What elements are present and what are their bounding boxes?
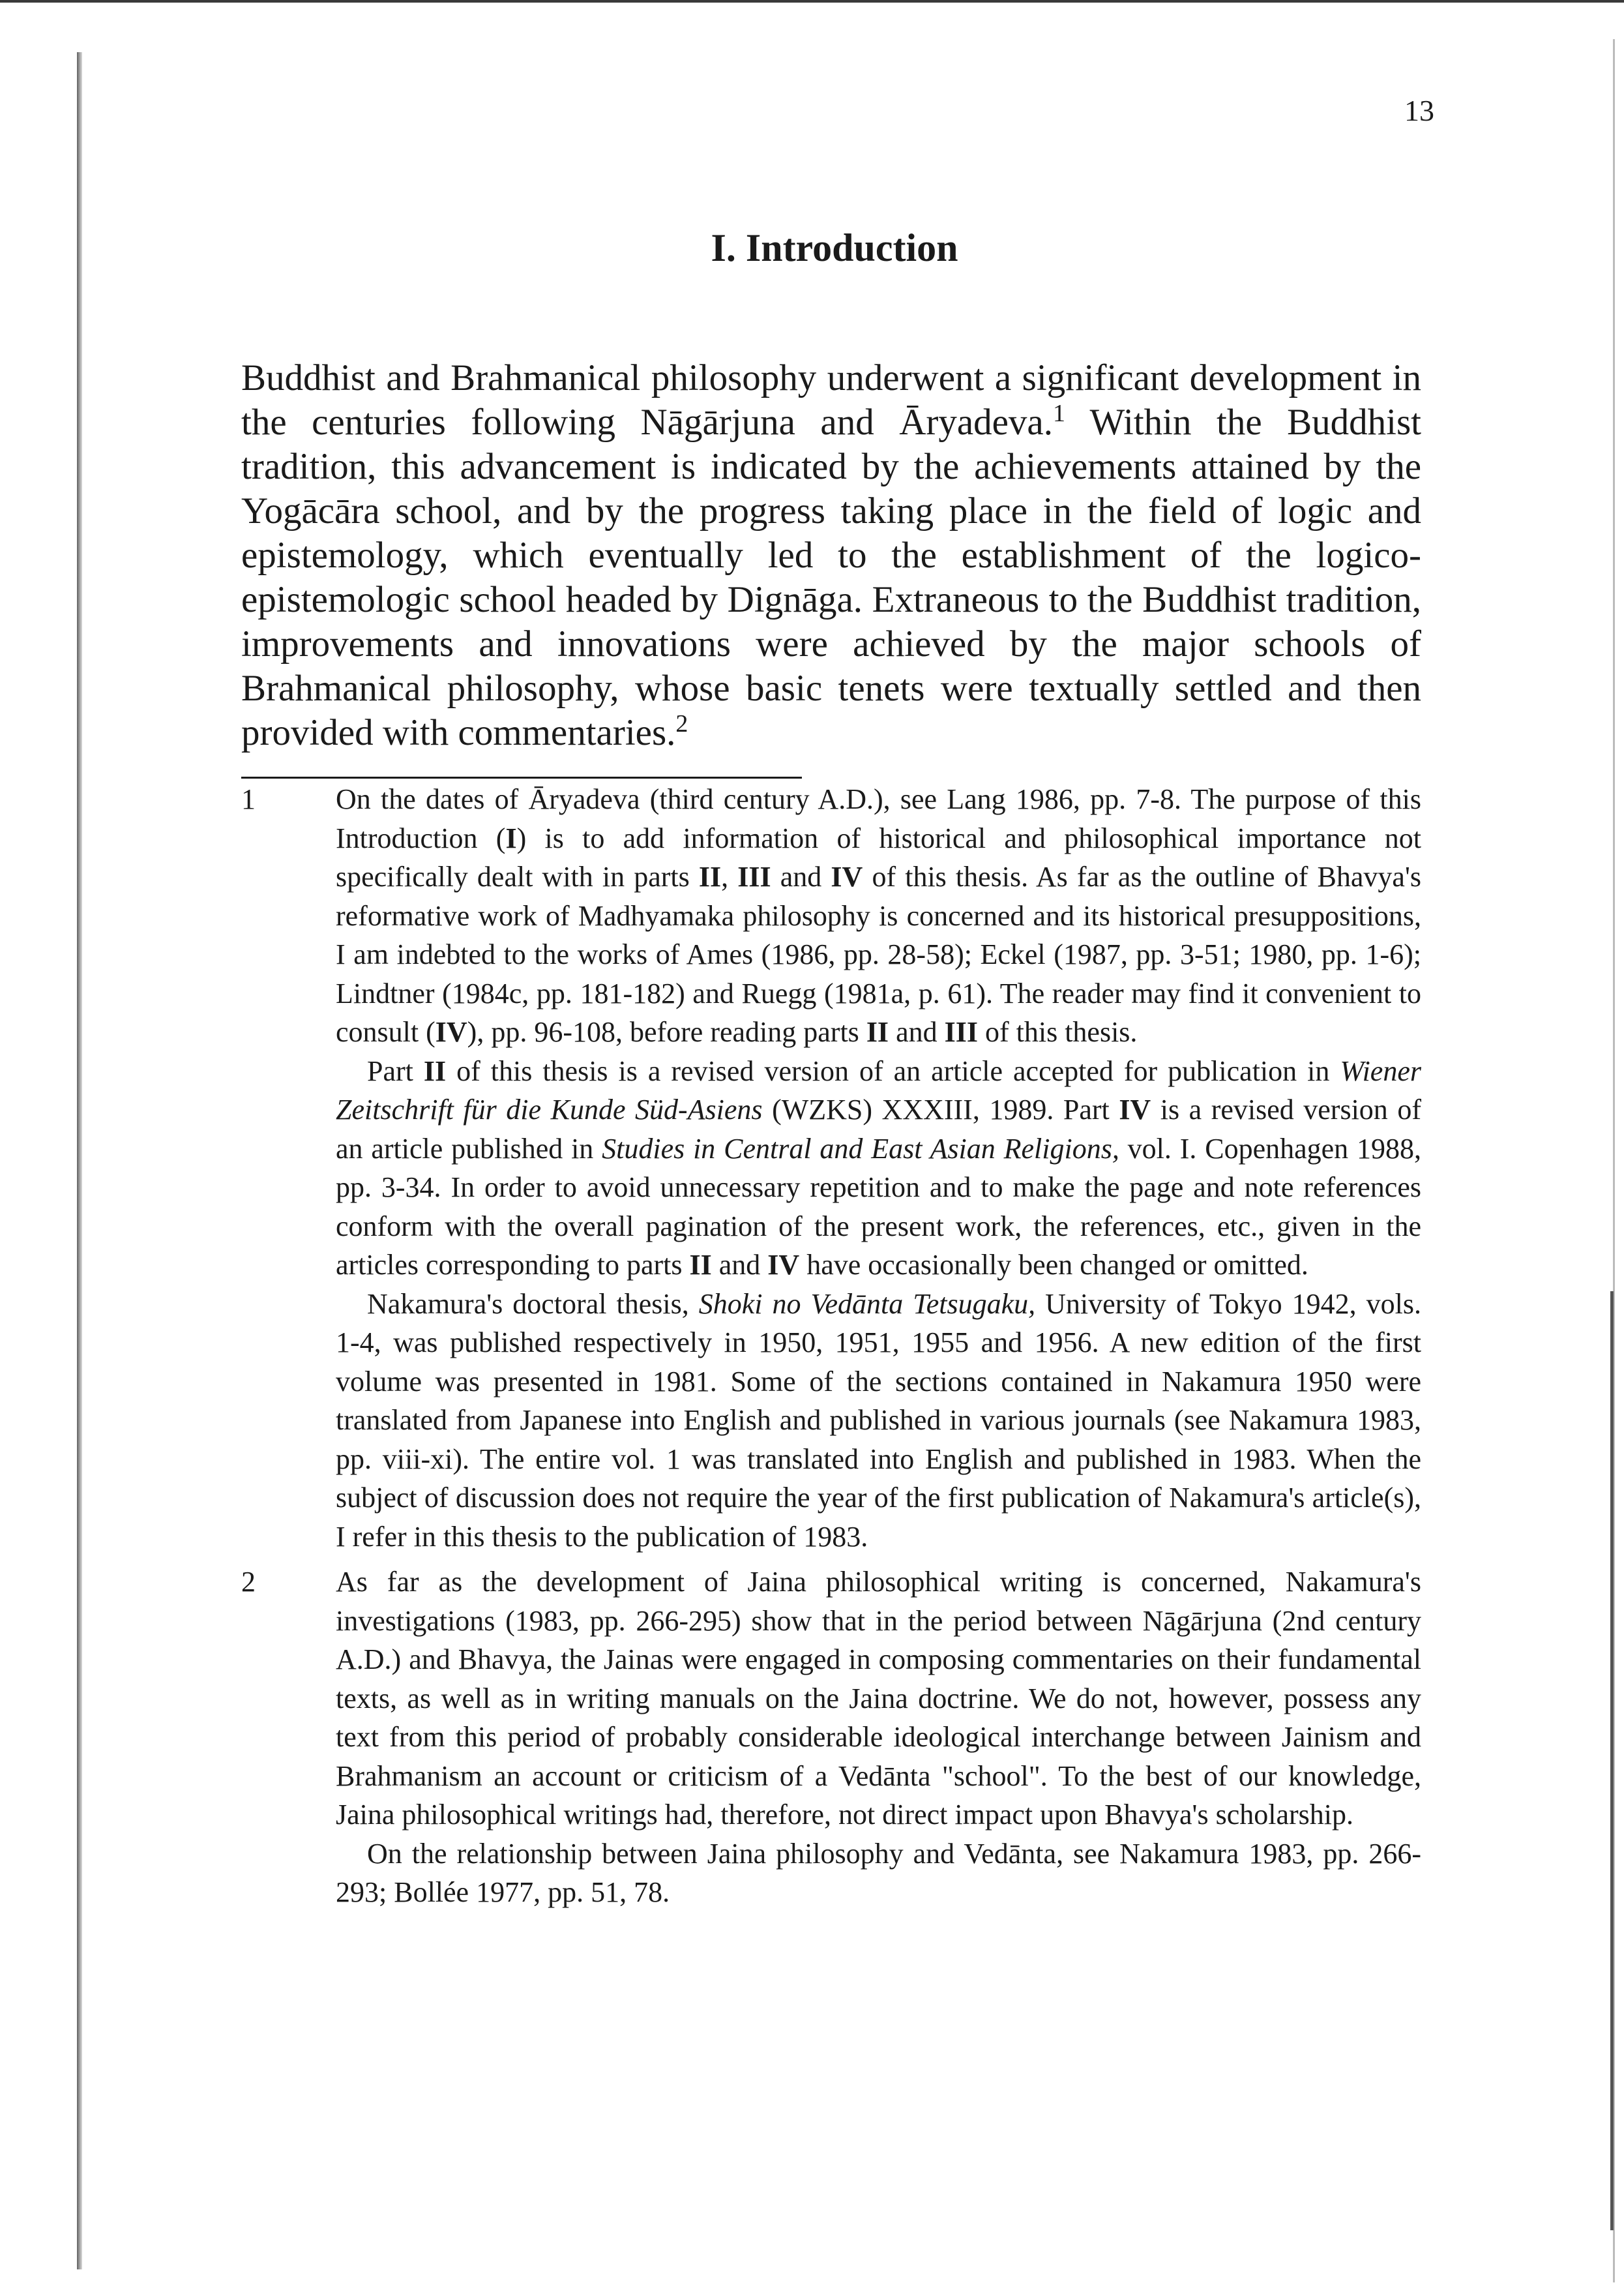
fn-bold: I: [505, 822, 517, 854]
scan-edge-left: [77, 52, 82, 2269]
fn-text: vol. I. Copenhagen 1988, pp. 3-34. In order to avoid unnecessary repetition and to make the page and note references conform with the overall pagination of the present work, the references, etc., given in the articles corresponding to parts: [336, 1132, 1422, 1281]
footnote-number: 2: [241, 1566, 256, 1598]
fn-bold: II: [866, 1016, 889, 1048]
fn-text: (WZKS) XXXIII, 1989. Part: [762, 1094, 1119, 1126]
footnote-paragraph: On the relationship between Jaina philosophy and Vedānta, see Nakamura 1983, pp. 266-293; Bollée 1977, pp. 51, 78.: [336, 1837, 1421, 1908]
body-text-part: Within the Buddhist tradition, this advancement is indicated by the achievements attained by the Yogācāra school, and by the progress taking place in the field of logic and epistemology, which eventually led to the establishment of the logico-epistemologic school headed by Dignāga. Extraneous to the Buddhist tradition, improvements and innovations were achieved by the major schools of Brahmanical philosophy, whose basic tenets were textually settled and then provided with commentaries.: [241, 402, 1421, 753]
fn-text: Nakamura's doctoral thesis,: [367, 1287, 699, 1320]
footnote-paragraph: [336, 1285, 1421, 1557]
footnotes: [241, 780, 1421, 1912]
footnote-divider: [241, 777, 802, 779]
page-number: 13: [1404, 94, 1434, 127]
fn-bold: IV: [831, 861, 863, 893]
fn-text: University of Tokyo 1942, vols. 1-4, was published respectively in 1950, 1951, 1955 and 1956. A new edition of the first volume was presented in 1981. Some of the sections contained in Nakamura 1950 were translated from Japanese into English and published in various journals (see Nakamura 1983, pp. viii-xi). The entire vol. 1 was translated into English and published in 1983. When the subject of discussion does not require the year of the first publication of Nakamura's article(s), I refer in this thesis to the publication of 1983.: [336, 1287, 1421, 1553]
footnote-number: 1: [241, 783, 256, 815]
footnote-ref-2: 2: [675, 710, 688, 738]
fn-italic: Shoki no Vedānta Tetsugaku,: [698, 1287, 1036, 1320]
fn-italic: Studies in Central and East Asian Religions,: [602, 1132, 1119, 1165]
fn-bold: III: [944, 1016, 978, 1048]
fn-text: is a revised version of an article published in: [336, 1094, 1421, 1165]
body-paragraph: [241, 356, 1421, 755]
fn-text: ,: [721, 861, 738, 893]
fn-text: have occasionally been changed or omitted.: [799, 1249, 1308, 1281]
fn-text: of this thesis is a revised version of an article accepted for publication in: [446, 1054, 1340, 1087]
body-text-part: Buddhist and Brahmanical philosophy underwent a significant development in the centuries following Nāgārjuna and Āryadeva.: [241, 357, 1421, 443]
fn-bold: III: [737, 861, 771, 893]
fn-bold: II: [698, 861, 722, 893]
fn-text: and: [771, 861, 831, 893]
fn-text: ), pp. 96-108, before reading parts: [467, 1016, 866, 1048]
fn-text: of this thesis. As far as the outline of Bhavya's reformative work of Madhyamaka philosophy is concerned and its historical presuppositions, I am indebted to the works of Ames (1986, pp. 28-58); Eckel (1987, pp. 3-51; 1980, pp. 1-6); Lindtner (1984c, pp. 181-182) and Ruegg (1981a, p. 61). The reader may find it convenient to consult (: [336, 861, 1422, 1048]
chapter-title: I. Introduction: [711, 226, 958, 269]
fn-bold: II: [689, 1249, 712, 1281]
footnote-paragraph: [336, 780, 1421, 1052]
fn-italic: Wiener Zeitschrift für die Kunde Süd-Asiens: [336, 1054, 1421, 1126]
scan-edge-top: [0, 0, 1624, 3]
fn-text: On the dates of Āryadeva (third century A.D.), see Lang 1986, pp. 7-8. The purpose of this Introduction (: [336, 783, 1421, 854]
fn-bold: II: [423, 1054, 447, 1087]
fn-bold: IV: [767, 1249, 800, 1281]
footnote-1: [241, 780, 1421, 1556]
fn-text: and: [889, 1016, 945, 1048]
footnote-2: [241, 1562, 1421, 1912]
footnote-paragraph: [336, 1052, 1421, 1285]
fn-bold: IV: [435, 1016, 467, 1048]
scan-edge-right-shadow: [1610, 1291, 1614, 2230]
fn-text: ) is to add information of historical and philosophical importance not specifically dealt with in parts: [336, 822, 1421, 893]
fn-text: Part: [367, 1054, 424, 1087]
fn-text: and: [711, 1249, 768, 1281]
footnote-ref-1: 1: [1053, 400, 1065, 427]
footnote-paragraph: As far as the development of Jaina philosophical writing is concerned, Nakamura's investigations (1983, pp. 266-295) show that in the period between Nāgārjuna (2nd century A.D.) and Bhavya, the Jainas were engaged in composing commentaries on their fundamental texts, as well as in writing manuals on the Jaina doctrine. We do not, however, possess any text from this period of probably considerable ideological interchange between Jainism and Brahmanism an account or criticism of a Vedānta "school". To the best of our knowledge, Jaina philosophical writings had, therefore, not direct impact upon Bhavya's scholarship.: [336, 1566, 1421, 1831]
fn-bold: IV: [1119, 1094, 1151, 1126]
fn-text: of this thesis.: [977, 1016, 1138, 1048]
